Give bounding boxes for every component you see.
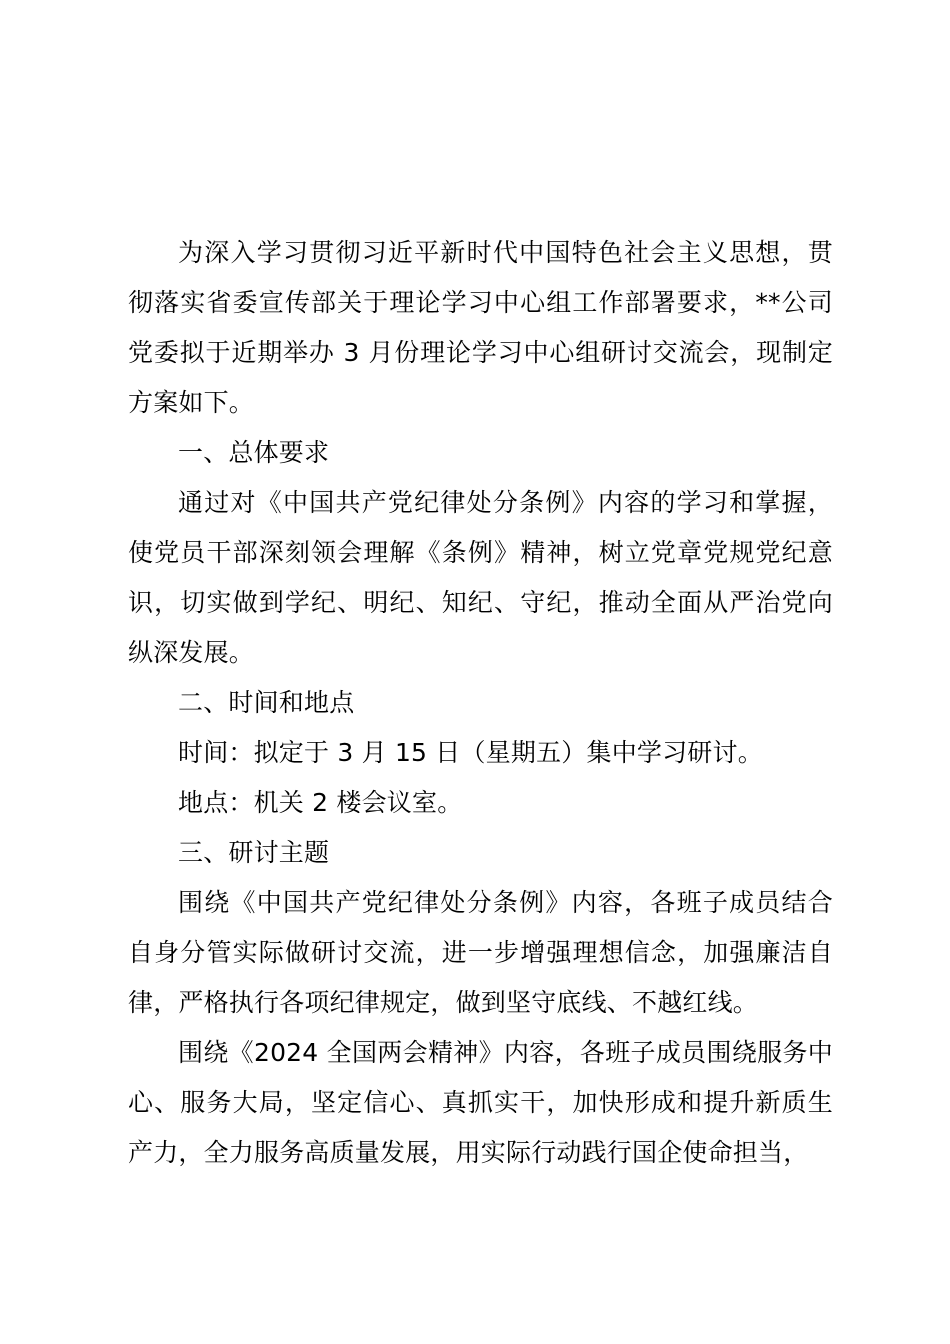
overall-requirements-paragraph: 通过对《中国共产党纪律处分条例》内容的学习和掌握，使党员干部深刻领会理解《条例》精神，树立党章党规党纪意识，切实做到学纪、明纪、知纪、守纪，推动全面从严治党向纵深发展。 — [128, 488, 833, 667]
section-heading-overall-requirements: 一、总体要求 — [178, 438, 330, 467]
intro-paragraph: 为深入学习贯彻习近平新时代中国特色社会主义思想，贯彻落实省委宣传部关于理论学习中心组工作部署要求，**公司党委拟于近期举办 3 月份理论学习中心组研讨交流会，现制定方案如下。 — [128, 238, 833, 417]
section-heading-time-and-place: 二、时间和地点 — [178, 688, 355, 717]
time-paragraph: 时间：拟定于 3 月 15 日（星期五）集中学习研讨。 — [178, 738, 763, 767]
section-heading-discussion-topic: 三、研讨主题 — [178, 838, 330, 867]
topic-paragraph-two-sessions: 围绕《2024 全国两会精神》内容，各班子成员围绕服务中心、服务大局，坚定信心、真抓实干，加快形成和提升新质生产力，全力服务高质量发展，用实际行动践行国企使命担当， — [128, 1038, 833, 1167]
document-page — [128, 228, 833, 1178]
topic-paragraph-discipline-regulations: 围绕《中国共产党纪律处分条例》内容，各班子成员结合自身分管实际做研讨交流，进一步增强理想信念，加强廉洁自律，严格执行各项纪律规定，做到坚守底线、不越红线。 — [128, 888, 833, 1017]
place-paragraph: 地点：机关 2 楼会议室。 — [178, 788, 463, 817]
